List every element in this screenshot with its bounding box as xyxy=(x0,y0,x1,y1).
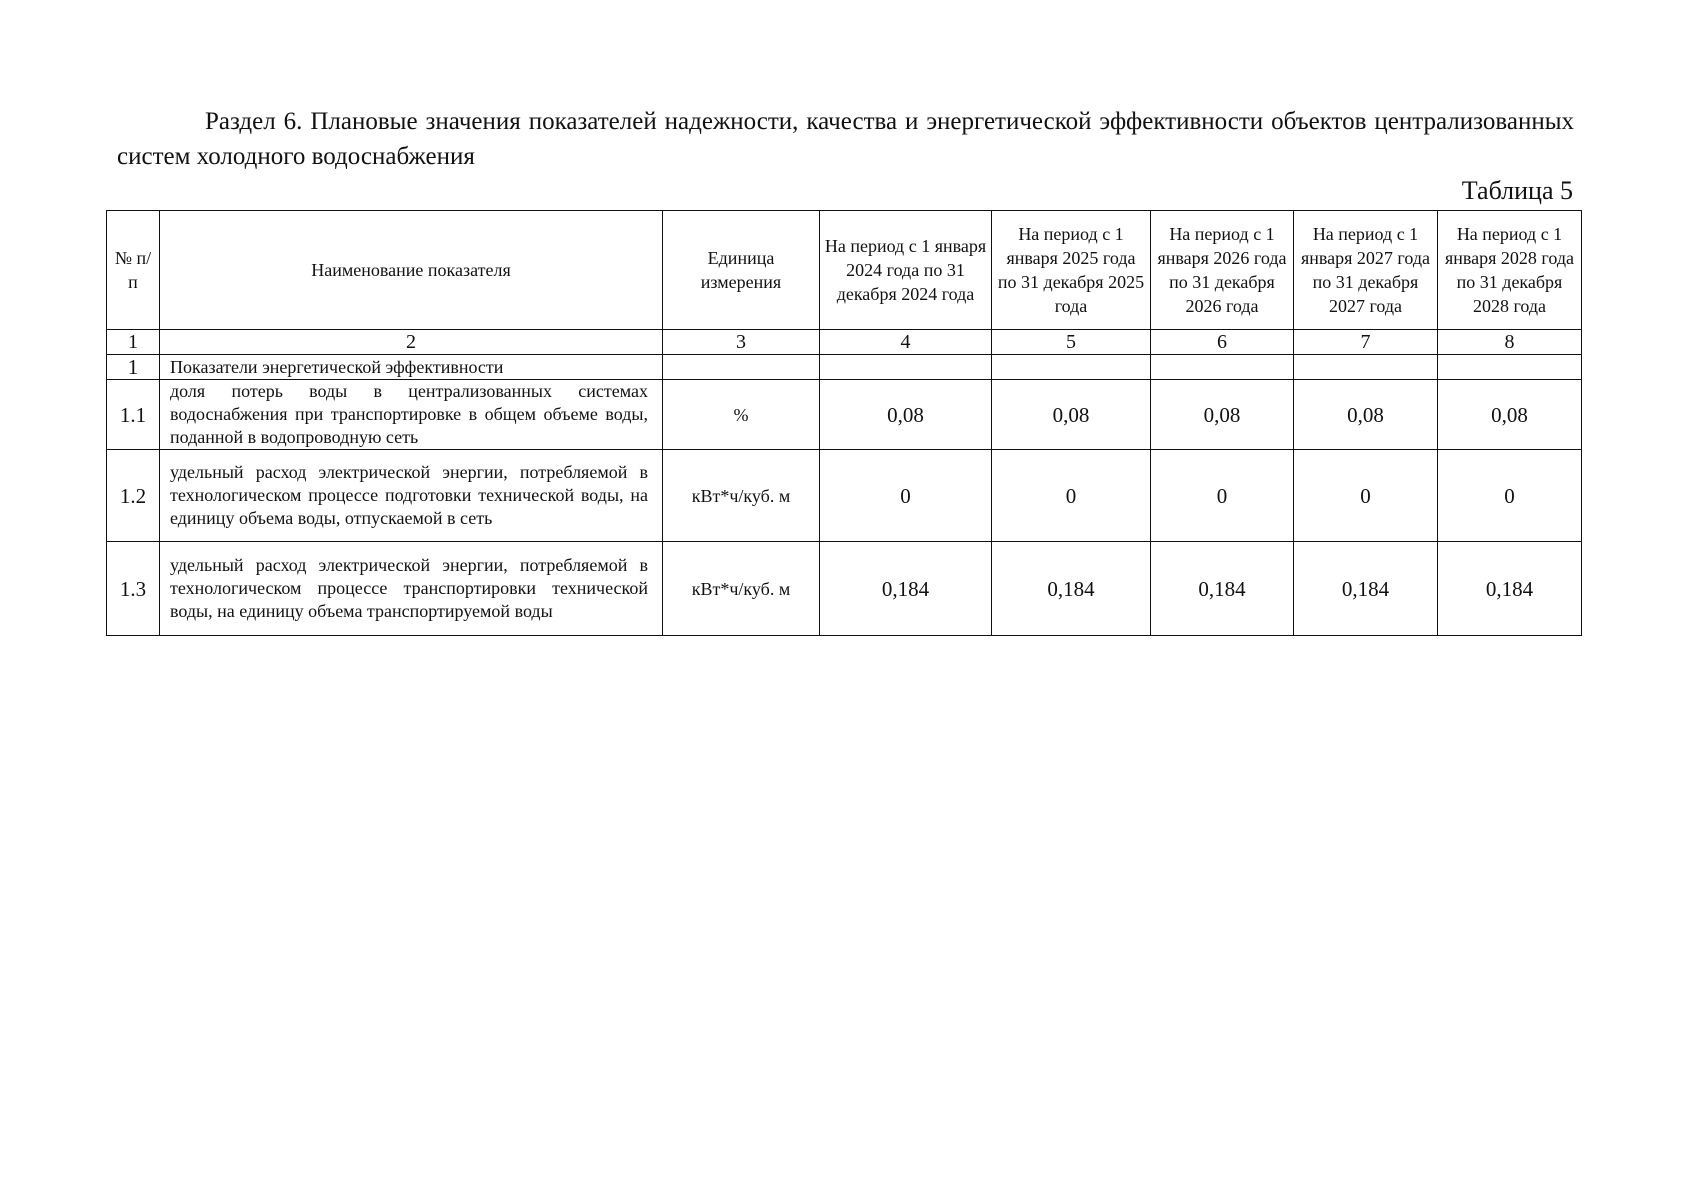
row-value: 0,184 xyxy=(992,542,1151,636)
row-value: 0,08 xyxy=(820,380,992,450)
header-row xyxy=(107,211,1582,330)
row-value: 0,184 xyxy=(820,542,992,636)
table-row xyxy=(107,542,1582,636)
header-period-2026: На период с 1 января 2026 года по 31 декабря 2026 года xyxy=(1151,211,1294,330)
header-unit: Единица измерения xyxy=(663,211,820,330)
row-value: 0,184 xyxy=(1294,542,1438,636)
column-number-row xyxy=(107,330,1582,355)
row-num: 1.3 xyxy=(107,542,160,636)
empty-cell xyxy=(1438,355,1582,380)
column-number: 4 xyxy=(820,330,992,355)
column-number: 2 xyxy=(160,330,663,355)
column-number: 3 xyxy=(663,330,820,355)
row-value: 0 xyxy=(1438,450,1582,542)
row-unit: кВт*ч/куб. м xyxy=(663,542,820,636)
column-number: 5 xyxy=(992,330,1151,355)
indicators-table xyxy=(106,210,1582,636)
row-name: доля потерь воды в централизованных системах водоснабжения при транспортировке в общем объеме воды, поданной в водопроводную сеть xyxy=(160,380,663,450)
row-unit: % xyxy=(663,380,820,450)
row-unit: кВт*ч/куб. м xyxy=(663,450,820,542)
section-heading-text: Раздел 6. Плановые значения показателей надежности, качества и энергетической эффективности объектов централизованных систем холодного водоснабжения xyxy=(117,108,1574,170)
column-number: 1 xyxy=(107,330,160,355)
row-value: 0 xyxy=(1151,450,1294,542)
column-number: 6 xyxy=(1151,330,1294,355)
section-name: Показатели энергетической эффективности xyxy=(160,355,663,380)
row-value: 0,08 xyxy=(1294,380,1438,450)
row-value: 0,08 xyxy=(1438,380,1582,450)
row-name: удельный расход электрической энергии, потребляемой в технологическом процессе транспортировки технической воды, на единицу объема транспортируемой воды xyxy=(160,542,663,636)
table-caption: Таблица 5 xyxy=(1461,176,1573,205)
row-value: 0 xyxy=(1294,450,1438,542)
empty-cell xyxy=(1294,355,1438,380)
row-value: 0 xyxy=(820,450,992,542)
column-number: 7 xyxy=(1294,330,1438,355)
row-value: 0,184 xyxy=(1438,542,1582,636)
empty-cell xyxy=(1151,355,1294,380)
row-value: 0,08 xyxy=(992,380,1151,450)
header-num: № п/п xyxy=(107,211,160,330)
section-row xyxy=(107,355,1582,380)
section-num: 1 xyxy=(107,355,160,380)
table-row xyxy=(107,380,1582,450)
header-name: Наименование показателя xyxy=(160,211,663,330)
row-name: удельный расход электрической энергии, потребляемой в технологическом процессе подготовки технической воды, на единицу объема воды, отпускаемой в сеть xyxy=(160,450,663,542)
section-heading xyxy=(117,104,1574,174)
column-number: 8 xyxy=(1438,330,1582,355)
row-value: 0,08 xyxy=(1151,380,1294,450)
header-period-2028: На период с 1 января 2028 года по 31 декабря 2028 года xyxy=(1438,211,1582,330)
empty-cell xyxy=(992,355,1151,380)
header-period-2027: На период с 1 января 2027 года по 31 декабря 2027 года xyxy=(1294,211,1438,330)
header-period-2025: На период с 1 января 2025 года по 31 декабря 2025 года xyxy=(992,211,1151,330)
empty-cell xyxy=(820,355,992,380)
row-num: 1.2 xyxy=(107,450,160,542)
empty-cell xyxy=(663,355,820,380)
table-row xyxy=(107,450,1582,542)
row-value: 0 xyxy=(992,450,1151,542)
header-period-2024: На период с 1 января 2024 года по 31 декабря 2024 года xyxy=(820,211,992,330)
row-num: 1.1 xyxy=(107,380,160,450)
row-value: 0,184 xyxy=(1151,542,1294,636)
